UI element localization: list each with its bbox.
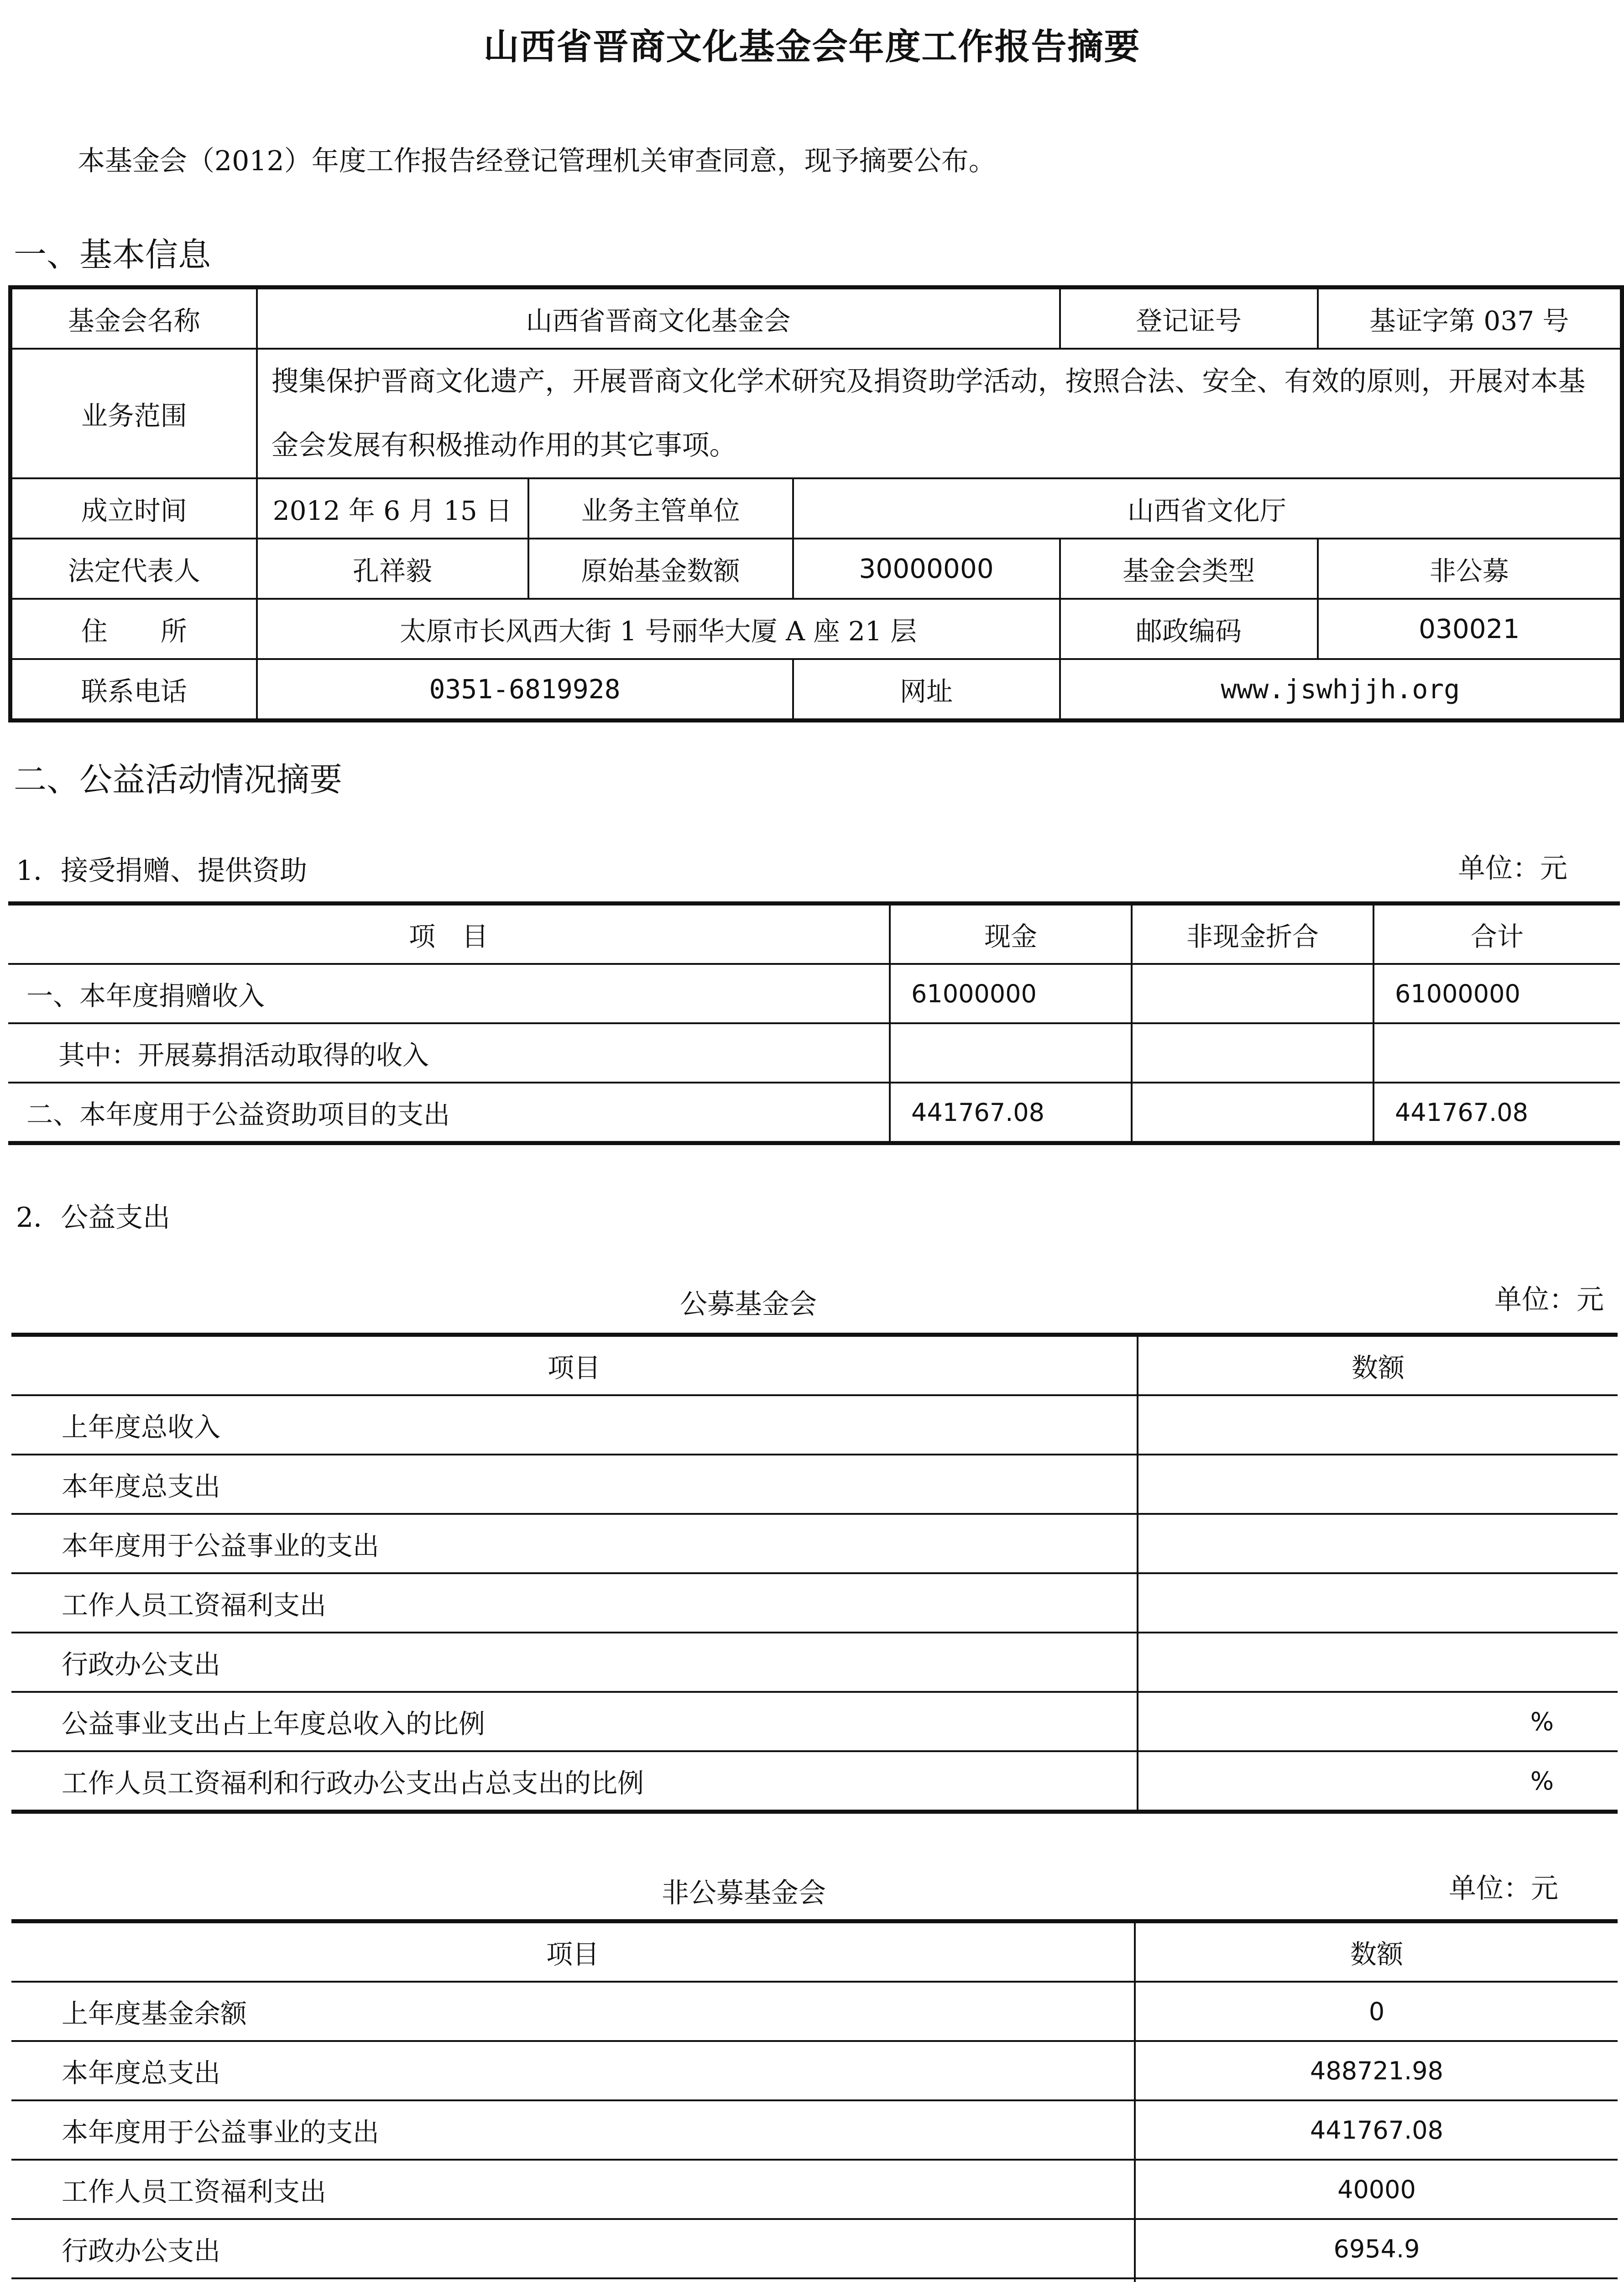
donation-col-item: 项 目 <box>8 904 890 964</box>
section-basic-info-heading: 一、基本信息 <box>14 236 211 274</box>
label-type: 基金会类型 <box>1060 539 1318 599</box>
donation-cash: 441767.08 <box>890 1083 1132 1143</box>
private-item <box>11 2278 1135 2282</box>
table-row <box>8 1023 1620 1083</box>
label-legal-rep: 法定代表人 <box>10 539 257 599</box>
value-original-fund: 30000000 <box>793 539 1060 599</box>
public-amount: % <box>1138 1751 1618 1812</box>
private-col-amount: 数额 <box>1135 1921 1618 1982</box>
table-row <box>8 964 1620 1023</box>
private-amount <box>1135 2278 1618 2282</box>
public-col-amount: 数额 <box>1138 1335 1618 1396</box>
public-item: 本年度用于公益事业的支出 <box>11 1514 1138 1573</box>
donation-unit: 单位：元 <box>1458 853 1567 885</box>
private-amount: 488721.98 <box>1135 2041 1618 2100</box>
private-amount: 6954.9 <box>1135 2219 1618 2278</box>
value-website: www.jswhjjh.org <box>1060 659 1622 721</box>
table-row <box>8 1083 1620 1143</box>
private-item: 上年度基金余额 <box>11 1982 1135 2041</box>
value-name: 山西省晋商文化基金会 <box>257 288 1060 349</box>
public-item: 工作人员工资福利支出 <box>11 1573 1138 1633</box>
private-fund-table <box>11 1919 1618 2282</box>
private-fund-caption: 非公募基金会 <box>662 1877 826 1909</box>
donation-noncash <box>1132 1083 1373 1143</box>
label-postcode: 邮政编码 <box>1060 599 1318 659</box>
donation-total: 61000000 <box>1373 964 1620 1023</box>
table-row <box>11 1633 1618 1692</box>
expenditure-subheading: 2．公益支出 <box>16 1202 171 1234</box>
table-row <box>11 1573 1618 1633</box>
label-founded: 成立时间 <box>10 478 257 539</box>
value-scope: 搜集保护晋商文化遗产，开展晋商文化学术研究及捐资助学活动，按照合法、安全、有效的原则，开展对本基金会发展有积极推动作用的其它事项。 <box>257 349 1622 478</box>
donation-table <box>8 901 1620 1145</box>
donation-col-noncash: 非现金折合 <box>1132 904 1373 964</box>
donation-cash <box>890 1023 1132 1083</box>
private-amount: 0 <box>1135 1982 1618 2041</box>
table-row <box>11 2219 1618 2278</box>
donation-col-cash: 现金 <box>890 904 1132 964</box>
value-postcode: 030021 <box>1318 599 1622 659</box>
public-fund-caption: 公募基金会 <box>680 1288 817 1320</box>
table-row <box>11 1514 1618 1573</box>
value-reg-no: 基证字第 037 号 <box>1318 288 1622 349</box>
public-item: 公益事业支出占上年度总收入的比例 <box>11 1692 1138 1751</box>
label-website: 网址 <box>793 659 1060 721</box>
donation-total <box>1373 1023 1620 1083</box>
value-legal-rep: 孔祥毅 <box>257 539 528 599</box>
private-item: 工作人员工资福利支出 <box>11 2160 1135 2219</box>
label-scope: 业务范围 <box>10 349 257 478</box>
donation-item: 二、本年度用于公益资助项目的支出 <box>8 1083 890 1143</box>
donation-noncash <box>1132 1023 1373 1083</box>
label-supervisor: 业务主管单位 <box>528 478 793 539</box>
label-address: 住 所 <box>10 599 257 659</box>
public-fund-table <box>11 1333 1618 1814</box>
value-type: 非公募 <box>1318 539 1622 599</box>
value-address: 太原市长风西大街 1 号丽华大厦 A 座 21 层 <box>257 599 1060 659</box>
basic-info-table <box>8 285 1624 722</box>
value-supervisor: 山西省文化厅 <box>793 478 1622 539</box>
private-amount: 441767.08 <box>1135 2100 1618 2160</box>
table-row <box>11 2278 1618 2282</box>
public-amount <box>1138 1633 1618 1692</box>
table-row <box>11 2160 1618 2219</box>
public-amount <box>1138 1395 1618 1455</box>
public-fund-unit: 单位：元 <box>1494 1284 1604 1316</box>
label-reg-no: 登记证号 <box>1060 288 1318 349</box>
label-original-fund: 原始基金数额 <box>528 539 793 599</box>
label-phone: 联系电话 <box>10 659 257 721</box>
donation-col-total: 合计 <box>1373 904 1620 964</box>
private-item: 本年度用于公益事业的支出 <box>11 2100 1135 2160</box>
donation-cash: 61000000 <box>890 964 1132 1023</box>
private-item: 行政办公支出 <box>11 2219 1135 2278</box>
table-row <box>11 1395 1618 1455</box>
private-item: 本年度总支出 <box>11 2041 1135 2100</box>
section-activity-heading: 二、公益活动情况摘要 <box>14 760 343 799</box>
public-item: 行政办公支出 <box>11 1633 1138 1692</box>
intro-text: 本基金会（2012）年度工作报告经登记管理机关审查同意，现予摘要公布。 <box>78 145 996 177</box>
table-row <box>11 2041 1618 2100</box>
public-amount <box>1138 1573 1618 1633</box>
public-item: 本年度总支出 <box>11 1455 1138 1514</box>
donation-subheading: 1．接受捐赠、提供资助 <box>16 855 308 887</box>
public-amount <box>1138 1514 1618 1573</box>
public-amount: % <box>1138 1692 1618 1751</box>
table-row <box>11 1751 1618 1812</box>
donation-total: 441767.08 <box>1373 1083 1620 1143</box>
donation-item: 一、本年度捐赠收入 <box>8 964 890 1023</box>
table-row <box>11 1455 1618 1514</box>
donation-item: 其中：开展募捐活动取得的收入 <box>8 1023 890 1083</box>
value-founded: 2012 年 6 月 15 日 <box>257 478 528 539</box>
public-amount <box>1138 1455 1618 1514</box>
private-amount: 40000 <box>1135 2160 1618 2219</box>
table-row <box>11 1982 1618 2041</box>
public-col-item: 项目 <box>11 1335 1138 1396</box>
private-fund-unit: 单位：元 <box>1449 1873 1558 1905</box>
public-item: 上年度总收入 <box>11 1395 1138 1455</box>
table-row <box>11 2100 1618 2160</box>
private-col-item: 项目 <box>11 1921 1135 1982</box>
value-phone: 0351-6819928 <box>257 659 793 721</box>
page-title: 山西省晋商文化基金会年度工作报告摘要 <box>483 26 1141 68</box>
label-name: 基金会名称 <box>10 288 257 349</box>
public-item: 工作人员工资福利和行政办公支出占总支出的比例 <box>11 1751 1138 1812</box>
table-row <box>11 1692 1618 1751</box>
donation-noncash <box>1132 964 1373 1023</box>
